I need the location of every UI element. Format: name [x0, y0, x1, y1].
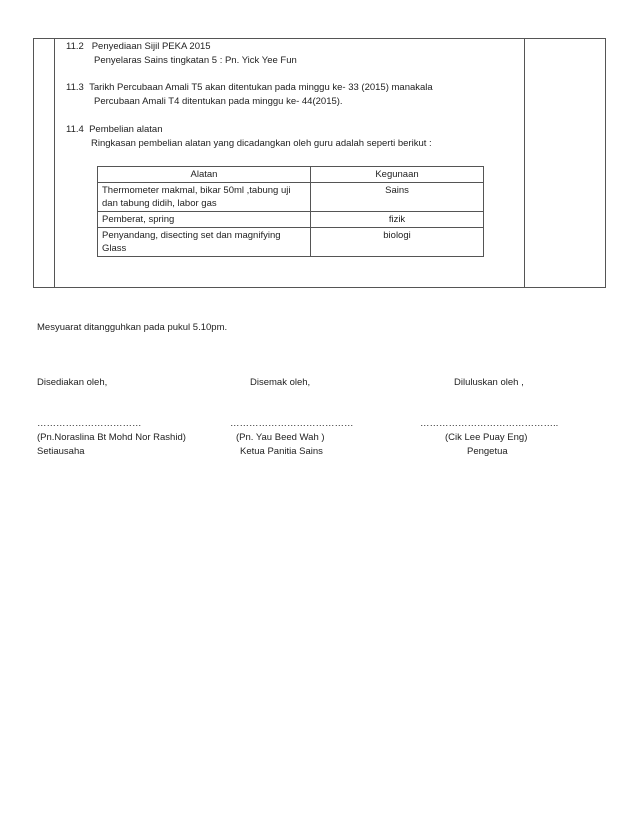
- sig-reviewed-label: Disemak oleh,: [250, 377, 311, 388]
- item-11-2-title: 11.2 Penyediaan Sijil PEKA 2015: [66, 41, 211, 52]
- item-11-3-detail: Percubaan Amali T4 ditentukan pada minggu ke- 44(2015).: [94, 96, 343, 107]
- cell-kegunaan: Sains: [311, 183, 484, 212]
- table-header-row: [98, 167, 484, 183]
- header-kegunaan: Kegunaan: [311, 167, 484, 183]
- sig-approved-title: Pengetua: [467, 446, 508, 457]
- sig-reviewed-title: Ketua Panitia Sains: [240, 446, 323, 457]
- table-row: [98, 183, 484, 212]
- item-11-3-title: 11.3 Tarikh Percubaan Amali T5 akan ditentukan pada minggu ke- 33 (2015) manakala: [66, 82, 433, 93]
- sig-prepared-name: (Pn.Noraslina Bt Mohd Nor Rashid): [37, 432, 186, 443]
- sig-reviewed-line: …………………………………: [230, 418, 354, 429]
- sig-reviewed-name: (Pn. Yau Beed Wah ): [236, 432, 325, 443]
- column-divider-right: [524, 39, 525, 287]
- sig-prepared-line: ……………………………: [37, 418, 142, 429]
- table-row: [98, 212, 484, 228]
- closing-statement: Mesyuarat ditangguhkan pada pukul 5.10pm.: [37, 322, 228, 333]
- table-row: [98, 228, 484, 257]
- sig-approved-name: (Cik Lee Puay Eng): [445, 432, 528, 443]
- cell-alatan: Thermometer makmal, bikar 50ml ,tabung uji dan tabung didih, labor gas: [98, 183, 311, 212]
- sig-prepared-label: Disediakan oleh,: [37, 377, 108, 388]
- sig-approved-line: ……………………………………..: [420, 418, 559, 429]
- header-alatan: Alatan: [98, 167, 311, 183]
- sig-prepared-title: Setiausaha: [37, 446, 85, 457]
- item-11-4-detail: Ringkasan pembelian alatan yang dicadangkan oleh guru adalah seperti berikut :: [91, 138, 432, 149]
- cell-kegunaan: fizik: [311, 212, 484, 228]
- column-divider-left: [54, 39, 55, 287]
- equipment-table: [97, 166, 484, 257]
- sig-approved-label: Diluluskan oleh ,: [454, 377, 524, 388]
- cell-kegunaan: biologi: [311, 228, 484, 257]
- item-11-2-detail: Penyelaras Sains tingkatan 5 : Pn. Yick Yee Fun: [94, 55, 297, 66]
- cell-alatan: Penyandang, disecting set dan magnifying Glass: [98, 228, 311, 257]
- cell-alatan: Pemberat, spring: [98, 212, 311, 228]
- item-11-4-title: 11.4 Pembelian alatan: [66, 124, 163, 135]
